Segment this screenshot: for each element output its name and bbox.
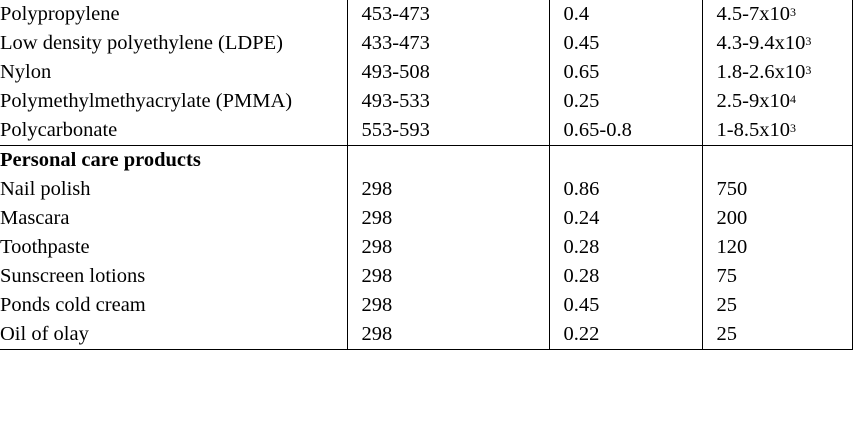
viscosity-cell: 75 xyxy=(702,262,852,291)
viscosity-cell: 120 xyxy=(702,233,852,262)
temperature-cell: 298 xyxy=(347,233,549,262)
material-name: Nylon xyxy=(0,58,347,87)
material-name: Polymethylmethyacrylate (PMMA) xyxy=(0,87,347,116)
index-cell: 0.28 xyxy=(549,262,702,291)
index-cell: 0.65-0.8 xyxy=(549,116,702,146)
table-row xyxy=(0,116,852,146)
viscosity-cell xyxy=(702,116,852,146)
viscosity-exponent: 3 xyxy=(805,34,812,48)
table-row xyxy=(0,0,852,29)
empty-cell xyxy=(347,146,549,176)
viscosity-cell: 200 xyxy=(702,204,852,233)
table-row xyxy=(0,58,852,87)
viscosity-cell: 25 xyxy=(702,291,852,320)
table-row xyxy=(0,320,852,350)
section-header-row xyxy=(0,146,852,176)
index-cell: 0.45 xyxy=(549,29,702,58)
index-cell: 0.25 xyxy=(549,87,702,116)
table-row xyxy=(0,29,852,58)
viscosity-base: 1-8.5x10 xyxy=(716,119,790,141)
viscosity-base: 4.3-9.4x10 xyxy=(716,32,806,54)
viscosity-cell xyxy=(702,0,852,29)
empty-cell xyxy=(549,146,702,176)
index-cell: 0.24 xyxy=(549,204,702,233)
temperature-cell: 298 xyxy=(347,262,549,291)
viscosity-cell: 750 xyxy=(702,175,852,204)
section-header: Personal care products xyxy=(0,146,347,176)
temperature-cell: 298 xyxy=(347,291,549,320)
index-cell: 0.4 xyxy=(549,0,702,29)
viscosity-base: 1.8-2.6x10 xyxy=(716,61,806,83)
viscosity-exponent: 4 xyxy=(789,92,796,106)
viscosity-cell: 25 xyxy=(702,320,852,350)
empty-cell xyxy=(702,146,852,176)
temperature-cell: 493-508 xyxy=(347,58,549,87)
viscosity-cell xyxy=(702,87,852,116)
temperature-cell: 298 xyxy=(347,204,549,233)
product-name: Ponds cold cream xyxy=(0,291,347,320)
index-cell: 0.28 xyxy=(549,233,702,262)
index-cell: 0.22 xyxy=(549,320,702,350)
viscosity-exponent: 3 xyxy=(789,5,796,19)
temperature-cell: 298 xyxy=(347,320,549,350)
index-cell: 0.86 xyxy=(549,175,702,204)
material-name: Polypropylene xyxy=(0,0,347,29)
material-name: Polycarbonate xyxy=(0,116,347,146)
material-name: Low density polyethylene (LDPE) xyxy=(0,29,347,58)
index-cell: 0.65 xyxy=(549,58,702,87)
table-row xyxy=(0,204,852,233)
temperature-cell: 493-533 xyxy=(347,87,549,116)
product-name: Oil of olay xyxy=(0,320,347,350)
viscosity-cell xyxy=(702,58,852,87)
temperature-cell: 553-593 xyxy=(347,116,549,146)
viscosity-exponent: 3 xyxy=(789,121,796,135)
product-name: Sunscreen lotions xyxy=(0,262,347,291)
product-name: Nail polish xyxy=(0,175,347,204)
table-row xyxy=(0,233,852,262)
temperature-cell: 298 xyxy=(347,175,549,204)
table-row xyxy=(0,262,852,291)
temperature-cell: 433-473 xyxy=(347,29,549,58)
viscosity-base: 4.5-7x10 xyxy=(716,3,790,25)
index-cell: 0.45 xyxy=(549,291,702,320)
table-row xyxy=(0,175,852,204)
viscosity-base: 2.5-9x10 xyxy=(716,90,790,112)
temperature-cell: 453-473 xyxy=(347,0,549,29)
viscosity-cell xyxy=(702,29,852,58)
table-row xyxy=(0,291,852,320)
product-name: Mascara xyxy=(0,204,347,233)
table-row xyxy=(0,87,852,116)
product-name: Toothpaste xyxy=(0,233,347,262)
viscosity-exponent: 3 xyxy=(805,63,812,77)
